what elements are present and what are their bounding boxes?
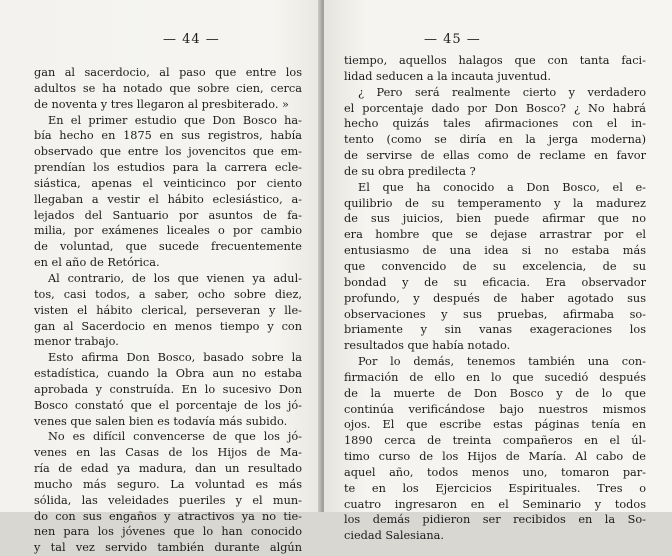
text-line: de servirse de ellas como de reclame en favor (344, 149, 646, 163)
text-line: quilibrio de su temperamento y la madurez (344, 196, 646, 210)
text-line: ¿ Pero será realmente cierto y verdadero (358, 85, 646, 99)
text-line: sólida, las veleidades pueriles y el mun- (34, 493, 302, 507)
text-line: bondad y de su eficacia. Era observador (344, 275, 646, 289)
page-number-left: — 44 — (163, 32, 220, 47)
right-page-body (344, 53, 646, 544)
text-line: El que ha conocido a Don Bosco, el e- (358, 180, 646, 194)
text-line: de noventa y tres llegaron al presbiterado. » (34, 97, 289, 111)
text-line: que convencido de su excelencia, de su (344, 259, 646, 273)
text-line: siástica, apenas el veinticinco por ciento (34, 176, 302, 190)
text-line: de la muerte de Don Bosco y de lo que (344, 386, 646, 400)
text-line: hecho quizás tales afirmaciones con el in- (344, 117, 646, 131)
text-line: era hombre que se dejase arrastrar por el (344, 228, 646, 242)
text-line: lejados del Santuario por asuntos de fa- (34, 208, 302, 222)
text-line: tos, casi todos, a saber, ocho sobre diez, (34, 287, 302, 301)
text-line: No es difícil convencerse de que los jó- (48, 430, 302, 444)
text-line: visten el hábito clerical, perseveran y lle- (34, 303, 302, 317)
text-line: gan al sacerdocio, al paso que entre los (34, 66, 302, 79)
text-line: profundo, y después de haber agotado sus (344, 291, 646, 305)
text-line: observado que entre los jovencitos que em- (34, 145, 302, 159)
text-line: ría de edad ya madura, dan un resultado (34, 462, 302, 476)
text-line: venes que salen bien es todavía más subido. (34, 414, 288, 428)
text-line: aprobada y construída. En lo sucesivo Don (34, 382, 302, 396)
text-line: Al contrario, de los que vienen ya adul- (48, 271, 302, 285)
text-line: cuatro ingresaron en el Seminario y todos (344, 497, 646, 511)
text-line: en el año de Retórica. (34, 256, 160, 270)
text-line: te en los Ejercicios Espirituales. Tres o (344, 481, 646, 495)
text-line: observaciones y sus pruebas, afirmaba so- (344, 307, 646, 321)
text-line: do con sus engaños y atractivos ya no tie- (34, 509, 302, 523)
page-number-right: — 45 — (424, 32, 481, 47)
text-line: continúa verificándose bajo nuestros mismos (344, 402, 646, 416)
text-line: bía hecho en 1875 en sus registros, había (34, 129, 302, 143)
text-line: 1890 cerca de treinta compañeros en el úl- (344, 434, 646, 448)
text-line: menor trabajo. (34, 335, 119, 349)
text-line: los demás pidieron ser recibidos en la So- (344, 513, 646, 527)
text-line: ciedad Salesiana. (344, 529, 444, 543)
text-line: aquel año, todos menos uno, tomaron par- (344, 465, 646, 479)
text-line: de sus juicios, bien puede afirmar que no (344, 212, 646, 226)
text-line: firmación de ello en lo que sucedió después (344, 370, 646, 384)
text-line: milia, por exámenes liceales o por cambio (34, 224, 302, 238)
text-line: nen para los jóvenes que lo han conocido (34, 525, 302, 539)
text-line: llegaban a vestir el hábito eclesiástico, a- (34, 192, 302, 206)
text-line: Por lo demás, tenemos también una con- (358, 355, 646, 369)
text-line: En el primer estudio que Don Bosco ha- (48, 113, 302, 127)
text-line: timo curso de los Hijos de María. Al cabo de (344, 450, 646, 464)
text-line: lidad seducen a la incauta juventud. (344, 69, 552, 83)
text-line: tiempo, aquellos halagos que con tanta faci- (344, 54, 646, 67)
text-line: de voluntad, que sucede frecuentemente (34, 240, 302, 254)
text-line: ojos. El que escribe estas páginas tenía en (344, 418, 646, 432)
text-line: gan al Sacerdocio en menos tiempo y con (34, 319, 302, 333)
left-page-body (34, 65, 302, 556)
text-line: de su obra predilecta ? (344, 164, 476, 178)
text-line: briamente y sin vanas exageraciones los (344, 323, 646, 337)
text-line: resultados que había notado. (344, 339, 511, 353)
right-page (324, 0, 672, 543)
text-line: mucho más seguro. La voluntad es más (34, 477, 302, 491)
text-line: prendían los estudios para la carrera ecle- (34, 161, 302, 175)
text-line: entusiasmo de una idea si no estaba más (344, 244, 646, 258)
text-line: tento (como se diría en la jerga moderna) (344, 133, 646, 147)
text-line: Esto afirma Don Bosco, basado sobre la (48, 351, 302, 365)
text-line: Bosco constató que el porcentaje de los jó- (34, 398, 302, 412)
left-page (0, 0, 322, 555)
text-line: y tal vez servido también durante algún (34, 541, 302, 555)
text-line: adultos se ha notado que sobre cien, cerca (34, 81, 302, 95)
text-line: venes en las Casas de los Hijos de Ma- (34, 446, 302, 460)
text-line: el porcentaje dado por Don Bosco? ¿ No habrá (344, 101, 646, 115)
text-line: estadística, cuando la Obra aun no estaba (34, 367, 302, 381)
